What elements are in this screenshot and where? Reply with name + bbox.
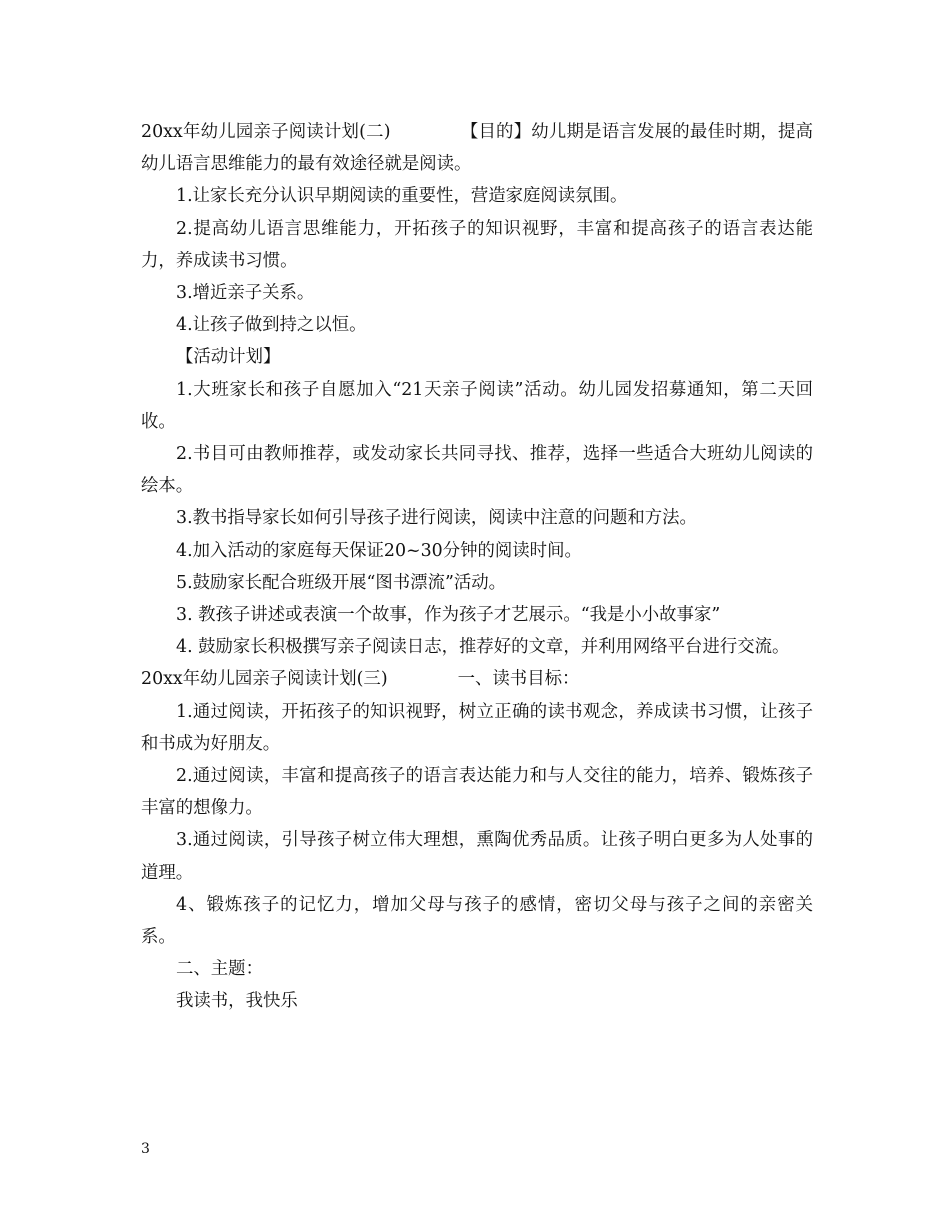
activity-item: 3.教书指导家长如何引导孩子进行阅读，阅读中注意的问题和方法。 (176, 508, 697, 529)
activity-item: 5.鼓励家长配合班级开展“图书漂流”活动。 (176, 572, 507, 593)
activity-item: 3. 教孩子讲述或表演一个故事，作为孩子才艺展示。“我是小小故事家” (176, 605, 721, 626)
page-number: 3 (141, 1141, 150, 1157)
section2-purpose: 【目的】幼儿期是语言发展的最佳时期，提高幼儿语言思维能力的最有效途径就是阅读。 (141, 122, 813, 175)
goal-item: 1.通过阅读，开拓孩子的知识视野，树立正确的读书观念，养成读书习惯，让孩子和书成为好朋友。 (141, 701, 813, 754)
section2-intro-paragraph (141, 116, 813, 180)
purpose-item: 4.让孩子做到持之以恒。 (176, 315, 367, 336)
activity-item: 1.大班家长和孩子自愿加入“21天亲子阅读”活动。幼儿园发招募通知，第二天回收。 (141, 379, 813, 432)
activity-item: 4.加入活动的家庭每天保证20~30分钟的阅读时间。 (176, 540, 582, 561)
goals-heading: 一、读书目标： (457, 669, 580, 690)
activity-heading: 【活动计划】 (176, 347, 281, 368)
document-body (141, 116, 813, 1018)
purpose-item: 1.让家长充分认识早期阅读的重要性，营造家庭阅读氛围。 (176, 186, 628, 207)
goal-item: 2.通过阅读，丰富和提高孩子的语言表达能力和与人交往的能力，培养、锻炼孩子丰富的想像力。 (141, 766, 813, 819)
purpose-item: 3.增近亲子关系。 (176, 283, 315, 304)
section3-intro-paragraph (141, 663, 813, 695)
goal-item: 4、锻炼孩子的记忆力，增加父母与孩子的感情，密切父母与孩子之间的亲密关系。 (141, 894, 813, 948)
theme-heading: 二、主题： (176, 959, 263, 980)
section3-heading: 20xx年幼儿园亲子阅读计划(三) (141, 669, 388, 690)
theme-text: 我读书，我快乐 (176, 991, 298, 1012)
section2-heading: 20xx年幼儿园亲子阅读计划(二) (141, 122, 391, 142)
goal-item: 3.通过阅读，引导孩子树立伟大理想，熏陶优秀品质。让孩子明白更多为人处事的道理。 (141, 830, 813, 883)
purpose-item: 2.提高幼儿语言思维能力，开拓孩子的知识视野，丰富和提高孩子的语言表达能力，养成读书习惯。 (141, 218, 813, 271)
activity-item: 2.书目可由教师推荐，或发动家长共同寻找、推荐，选择一些适合大班幼儿阅读的绘本。 (141, 444, 813, 497)
activity-item: 4. 鼓励家长积极撰写亲子阅读日志，推荐好的文章，并利用网络平台进行交流。 (176, 637, 790, 658)
